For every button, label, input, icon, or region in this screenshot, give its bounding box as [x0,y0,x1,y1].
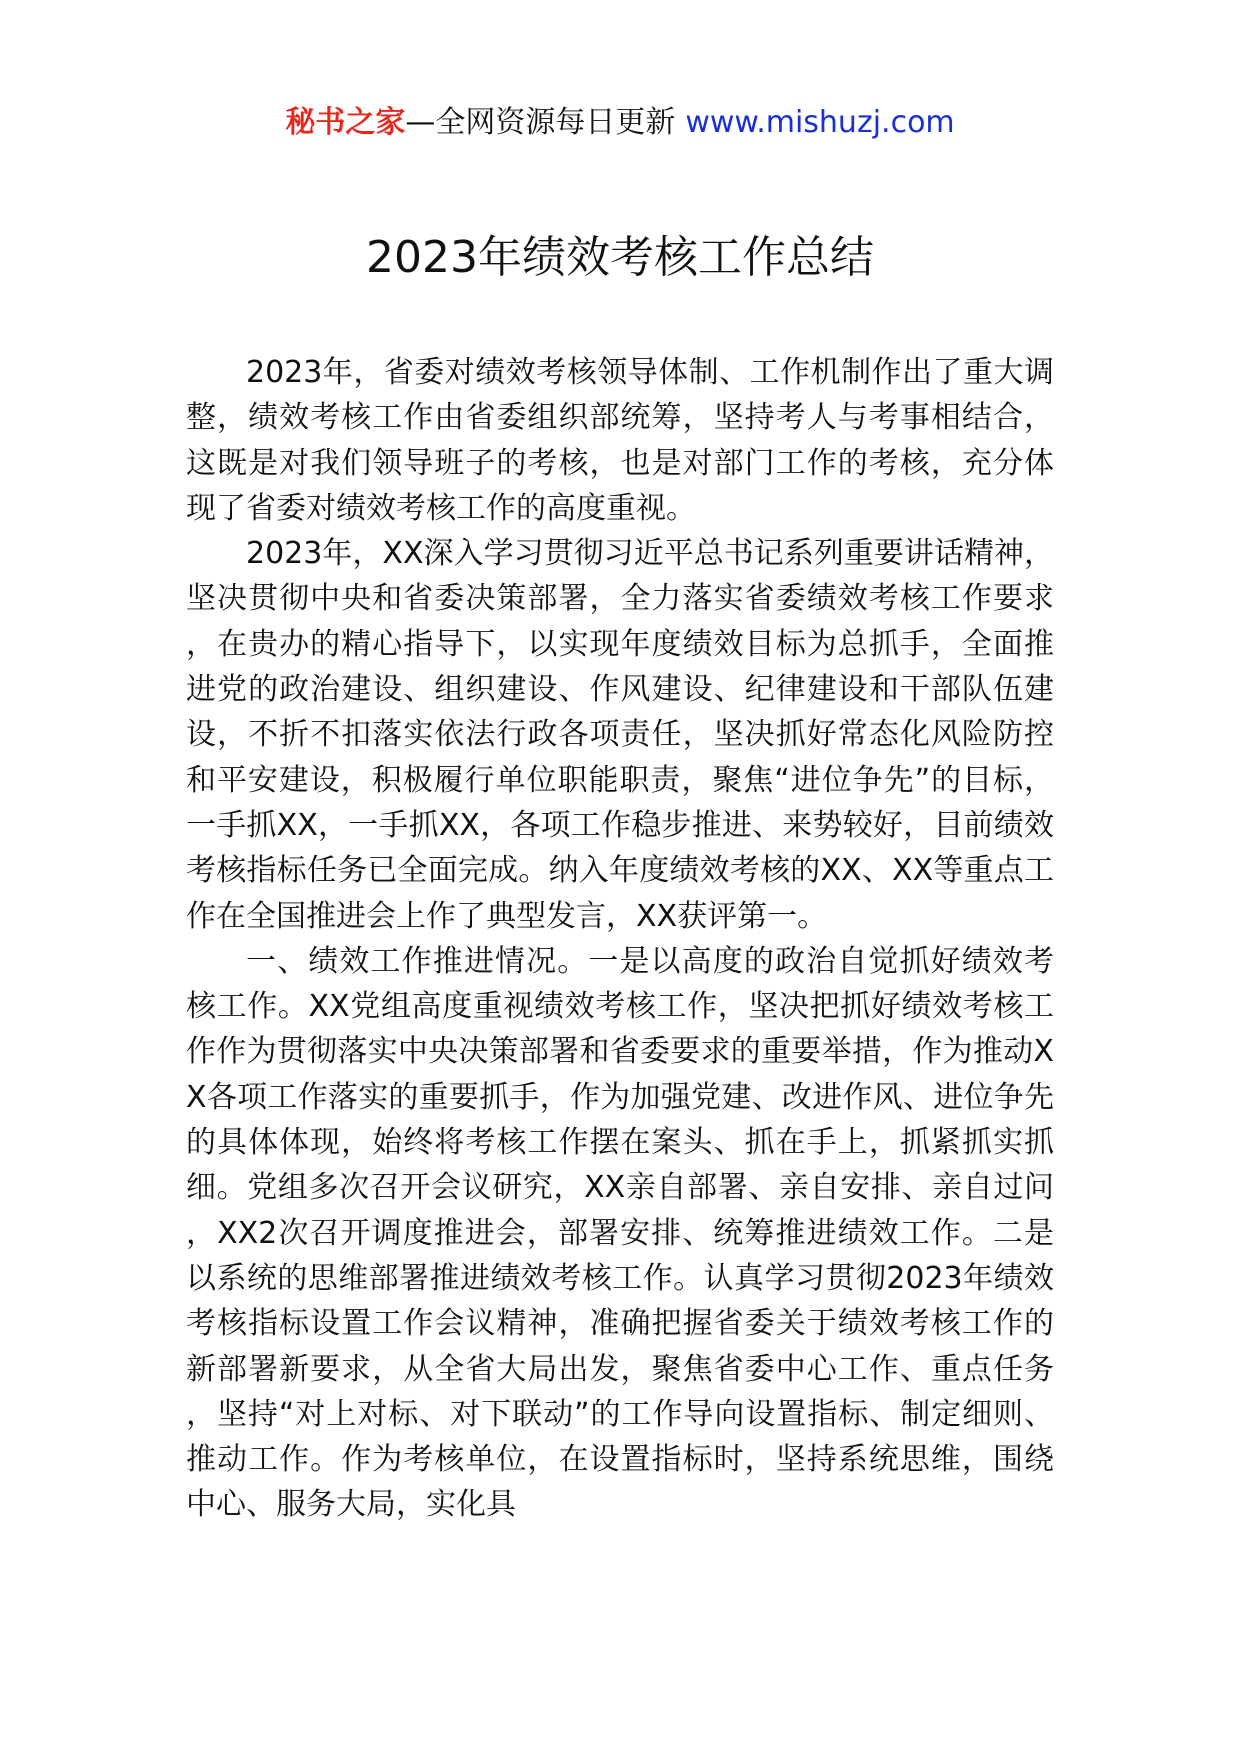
page-header [0,98,1240,148]
site-url-link[interactable]: www.mishuzj.com [685,105,955,140]
header-dash: — [405,105,436,140]
paragraph-1: 2023年，省委对绩效考核领导体制、工作机制作出了重大调整，绩效考核工作由省委组织部统筹，坚持考人与考事相结合，这既是对我们领导班子的考核，也是对部门工作的考核，充分体现了省委对绩效考核工作的高度重视。 [186,355,1054,526]
header-tagline: 全网资源每日更新 [435,105,676,140]
paragraph-3: 一、绩效工作推进情况。一是以高度的政治自觉抓好绩效考核工作。XX党组高度重视绩效考核工作，坚决把抓好绩效考核工作作为贯彻落实中央决策部署和省委要求的重要举措，作为推动XX各项工作落实的重要抓手，作为加强党建、改进作风、进位争先的具体体现，始终将考核工作摆在案头、抓在手上，抓紧抓实抓细。党组多次召开会议研究，XX亲自部署、亲自安排、亲自过问，XX2次召开调度推进会，部署安排、统筹推进绩效工作。二是以系统的思维部署推进绩效考核工作。认真学习贯彻2023年绩效考核指标设置工作会议精神，准确把握省委关于绩效考核工作的新部署新要求，从全省大局出发，聚焦省委中心工作、重点任务，坚持“对上对标、对下联动”的工作导向设置指标、制定细则、推动工作。作为考核单位，在设置指标时，坚持系统思维，围绕中心、服务大局，实化具 [186,943,1054,1523]
paragraph-2: 2023年，XX深入学习贯彻习近平总书记系列重要讲话精神，坚决贯彻中央和省委决策部署，全力落实省委绩效考核工作要求，在贵办的精心指导下，以实现年度绩效目标为总抓手，全面推进党的政治建设、组织建设、作风建设、纪律建设和干部队伍建设，不折不扣落实依法行政各项责任，坚决抓好常态化风险防控和平安建设，积极履行单位职能职责，聚焦“进位争先”的目标，一手抓XX，一手抓XX，各项工作稳步推进、来势较好，目前绩效考核指标任务已全面完成。纳入年度绩效考核的XX、XX等重点工作在全国推进会上作了典型发言，XX获评第一。 [186,536,1054,934]
document-body [186,350,1054,1528]
brand-name: 秘书之家 [285,105,406,140]
document-title: 2023年绩效考核工作总结 [366,232,874,283]
